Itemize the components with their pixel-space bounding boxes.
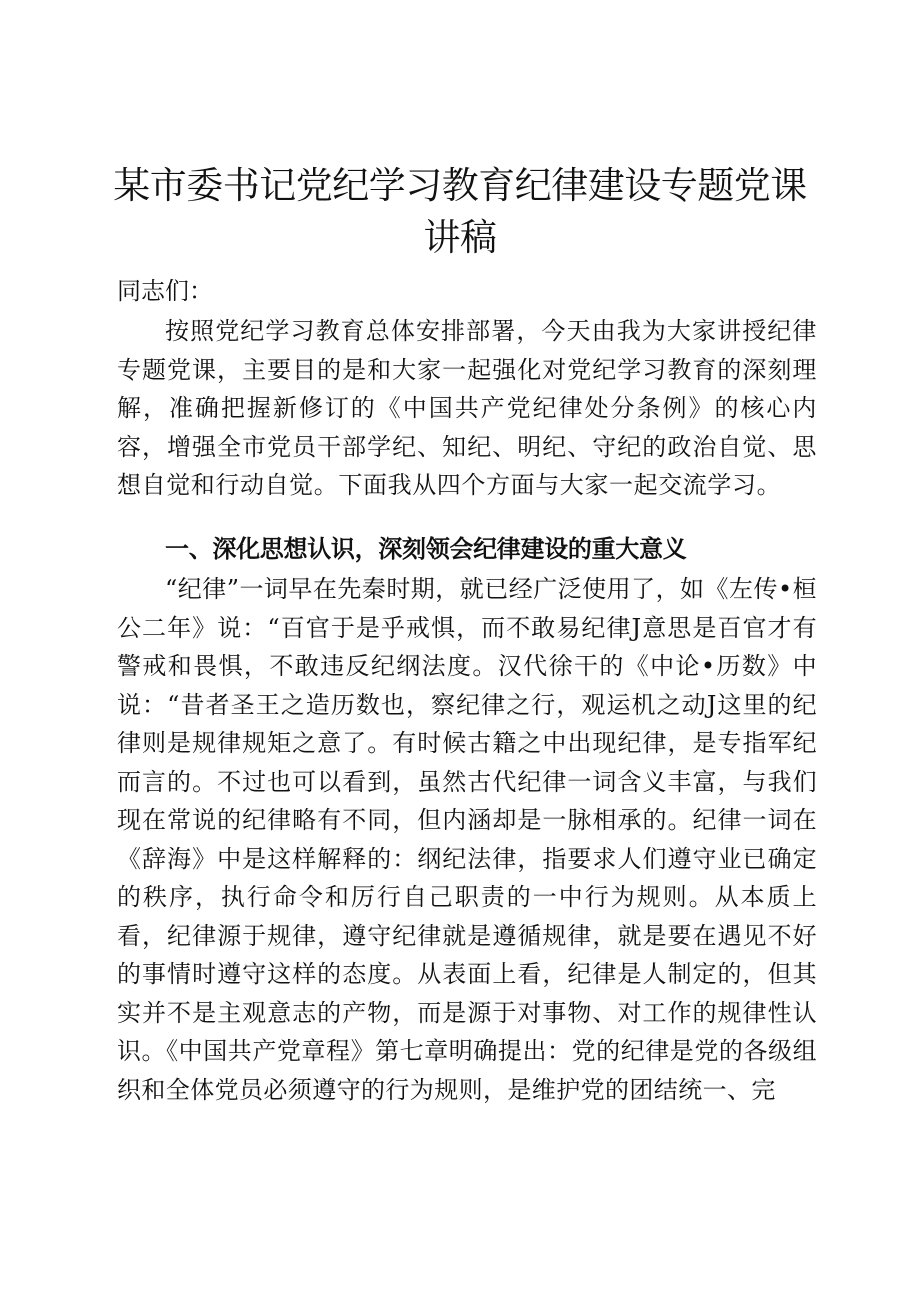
paragraph-section-1: “纪律”一词早在先秦时期，就已经广泛使用了，如《左传•桓公二年》说：“百官于是乎戒惧，而不敢易纪律J意思是百官才有警戒和畏惧，不敢违反纪纲法度。汉代徐干的《中论•历数》中说：“昔者圣王之造历数也，察纪律之行，观运机之动J这里的纪律则是规律规矩之意了。有时候古籍之中出现纪律，是专指军纪而言的。不过也可以看到，虽然古代纪律一词含义丰富，与我们现在常说的纪律略有不同，但内涵却是一脉相承的。纪律一词在《辞海》中是这样解释的：纲纪法律，指要求人们遵守业已确定的秩序，执行命令和厉行自己职责的一中行为规则。从本质上看，纪律源于规律，遵守纪律就是遵循规律，就是要在遇见不好的事情时遵守这样的态度。从表面上看，纪律是人制定的，但其实并不是主观意志的产物，而是源于对事物、对工作的规律性认识。《中国共产党章程》第七章明确提出：党的纪律是党的各级组织和全体党员必须遵守的行为规则，是维护党的团结统一、完	[117, 575, 817, 1104]
paragraph-intro: 按照党纪学习教育总体安排部署，今天由我为大家讲授纪律专题党课，主要目的是和大家一起强化对党纪学习教育的深刻理解，准确把握新修订的《中国共产党纪律处分条例》的核心内容，增强全市党员干部学纪、知纪、明纪、守纪的政治自觉、思想自觉和行动自觉。下面我从四个方面与大家一起交流学习。	[117, 317, 817, 499]
salutation: 同志们：	[117, 277, 213, 305]
section-heading-1: 一、深化思想认识，深刻领会纪律建设的重大意义	[165, 535, 687, 563]
document-title: 某市委书记党纪学习教育纪律建设专题党课讲稿	[113, 164, 807, 259]
